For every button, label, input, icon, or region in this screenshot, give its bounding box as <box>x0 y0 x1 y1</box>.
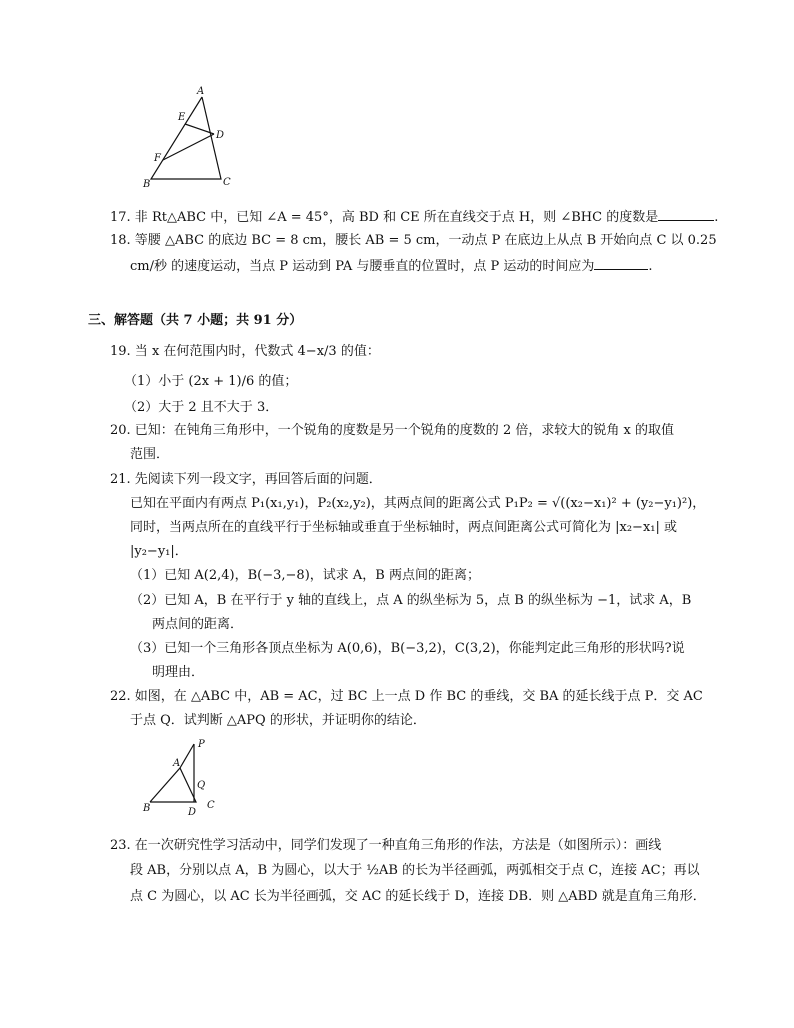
label-a: A <box>197 86 205 97</box>
question-21-line-1: 21. 先阅读下列一段文字，再回答后面的问题． <box>110 472 382 487</box>
question-21-part-2a: （2）已知 A，B 在平行于 y 轴的直线上，点 A 的纵坐标为 5，点 B 的纵坐标为 −1，试求 A，B <box>130 593 692 608</box>
label-d: D <box>216 130 225 141</box>
label-b2: B <box>143 803 151 814</box>
label-b: B <box>143 179 151 190</box>
question-18-line-2: cm/秒 的速度运动，当点 P 运动到 PA 与腰垂直的位置时，点 P 运动的时间应为 . <box>130 259 653 274</box>
label-c2: C <box>207 800 215 811</box>
answer-blank-18[interactable] <box>594 257 648 270</box>
label-c: C <box>223 177 231 188</box>
question-19-part-2: （2）大于 2 且不大于 3． <box>124 400 279 415</box>
question-21-line-4: |y₂−y₁|． <box>130 544 188 559</box>
question-21-part-3a: （3）已知一个三角形各顶点坐标为 A(0,6)，B(−3,2)，C(3,2)，你能判定此三角形的形状吗?说 <box>130 641 685 656</box>
question-23-line-1: 23. 在一次研究性学习活动中，同学们发现了一种直角三角形的作法，方法是（如图所示）：画线 <box>110 838 662 853</box>
question-21-line-2: 已知在平面内有两点 P₁(x₁,y₁)，P₂(x₂,y₂)，其两点间的距离公式 P₁P₂ = √((x₂−x₁)² + (y₂−y₁)²)， <box>130 496 706 511</box>
question-21-line-3: 同时，当两点所在的直线平行于坐标轴或垂直于坐标轴时，两点间距离公式可简化为 |x₂−x₁| 或 <box>130 520 678 535</box>
question-20-line-2: 范围． <box>130 447 170 462</box>
question-20-line-1: 20. 已知：在钝角三角形中，一个锐角的度数是另一个锐角的度数的 2 倍，求较大的锐角 x 的取值 <box>110 423 674 438</box>
question-17: 17. 非 Rt△ABC 中，已知 ∠A = 45°，高 BD 和 CE 所在直线交于点 H，则 ∠BHC 的度数是 . <box>110 210 719 225</box>
label-q: Q <box>197 780 206 791</box>
label-f: F <box>154 153 161 164</box>
question-21-part-2b: 两点间的距离． <box>152 617 244 632</box>
label-p: P <box>198 739 205 750</box>
label-d2: D <box>188 807 197 818</box>
label-e: E <box>178 112 186 123</box>
question-23-line-2: 段 AB，分别以点 A，B 为圆心，以大于 ½AB 的长为半径画弧，两弧相交于点 C，连接 AC；再以 <box>130 863 700 878</box>
question-18-line-1: 18. 等腰 △ABC 的底边 BC = 8 cm，腰长 AB = 5 cm，一动点 P 在底边上从点 B 开始向点 C 以 0.25 <box>110 233 717 248</box>
question-19-stem: 19. 当 x 在何范围内时，代数式 4−x/3 的值： <box>110 344 380 359</box>
question-22-line-2: 于点 Q．试判断 △APQ 的形状，并证明你的结论． <box>130 713 426 728</box>
question-19-part-1: （1）小于 (2x + 1)/6 的值； <box>124 374 298 389</box>
question-21-part-1: （1）已知 A(2,4)，B(−3,−8)，试求 A，B 两点间的距离； <box>130 568 480 583</box>
question-23-line-3: 点 C 为圆心，以 AC 长为半径画弧，交 AC 的延长线于 D，连接 DB．则 △ABD 就是直角三角形． <box>130 889 706 904</box>
section-title: 三、解答题（共 7 小题；共 91 分） <box>88 313 303 328</box>
figure-triangle-apq <box>138 736 228 820</box>
answer-blank-17[interactable] <box>658 208 714 221</box>
question-21-part-3b: 明理由． <box>152 665 205 680</box>
question-22-line-1: 22. 如图，在 △ABC 中，AB = AC，过 BC 上一点 D 作 BC 的垂线，交 BA 的延长线于点 P．交 AC <box>110 689 703 704</box>
label-a2: A <box>173 758 181 769</box>
figure-triangle-abc-def <box>135 82 245 192</box>
